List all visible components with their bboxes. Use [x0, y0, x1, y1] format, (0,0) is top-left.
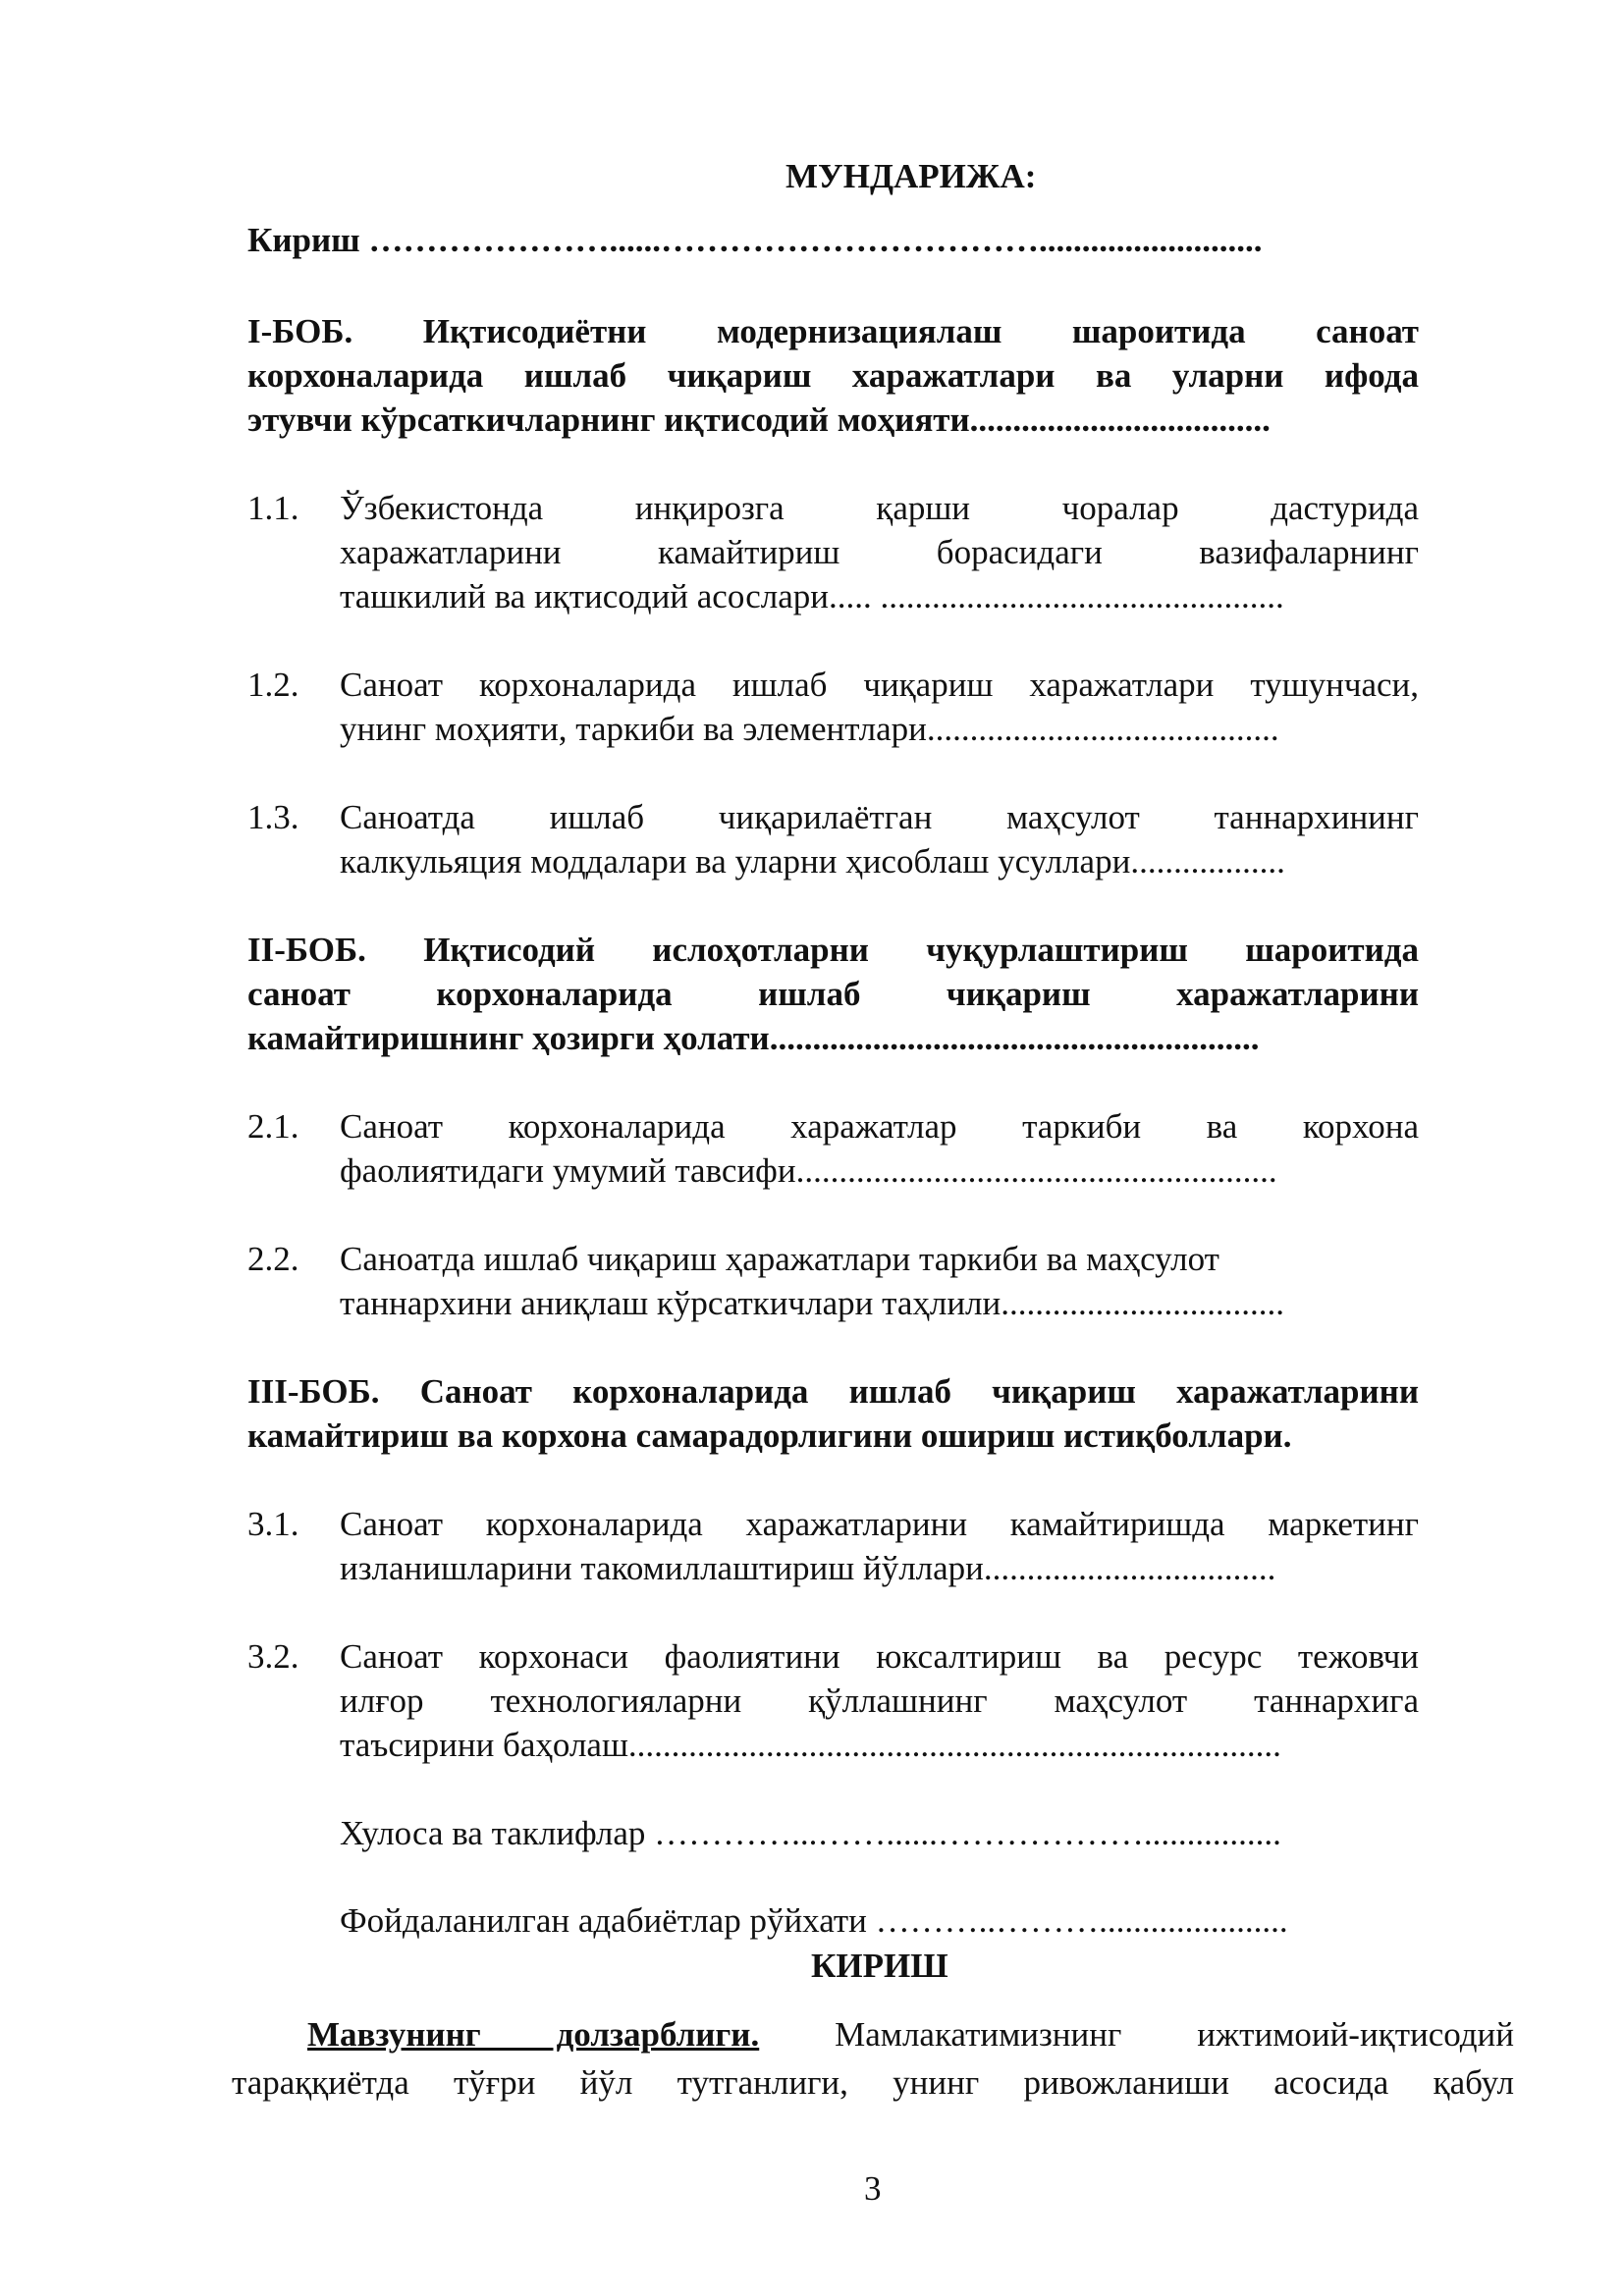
- toc-section-1-1: [247, 486, 1419, 618]
- chapter-line: саноат корхоналарида ишлаб чиқариш харажатларини: [247, 975, 1419, 1013]
- intro-heading: КИРИШ: [811, 1947, 948, 1985]
- toc-chapter-3: [247, 1369, 1419, 1458]
- section-line: калкульяция моддалари ва уларни ҳисоблаш усуллари..................: [340, 842, 1285, 881]
- section-line: Саноат корхоналарида ишлаб чиқариш харажатлари тушунчаси,: [340, 666, 1419, 704]
- section-line: Саноатда ишлаб чиқариш ҳаражатлари таркиби ва маҳсулот: [340, 1240, 1219, 1278]
- toc-entry-references: Фойдаланилган адабиётлар рўйхати ………..………......................: [340, 1901, 1288, 1940]
- section-line: таъсирини баҳолаш............................................................................: [340, 1726, 1281, 1764]
- section-line: Саноат корхоналарида харажатлар таркиби ва корхона: [340, 1107, 1419, 1146]
- section-number: 1.3.: [247, 798, 299, 836]
- chapter-line: этувчи кўрсаткичларнинг иқтисодий моҳияти...................................: [247, 400, 1271, 439]
- page-number: 3: [864, 2169, 882, 2208]
- section-line: таннархини аниқлаш кўрсаткичлари таҳлили.................................: [340, 1284, 1285, 1322]
- paragraph-text: Мамлакатимизнинг ижтимоий-иқтисодий: [835, 2015, 1515, 2054]
- paragraph-line: тараққиётда тўғри йўл тутганлиги, унинг ривожланиши асосида қабул: [232, 2063, 1514, 2102]
- toc-section-1-3: [247, 795, 1419, 883]
- toc-section-2-1: [247, 1104, 1419, 1193]
- section-number: 3.1.: [247, 1505, 299, 1543]
- section-line: Саноат корхонаси фаолиятини юксалтириш ва ресурс тежовчи: [340, 1637, 1419, 1676]
- section-line: фаолиятидаги умумий тавсифи........................................................: [340, 1151, 1277, 1190]
- chapter-line: II-БОБ. Иқтисодий ислоҳотларни чуқурлаштириш шароитида: [247, 931, 1419, 969]
- intro-paragraph: [232, 2012, 1514, 2105]
- toc-section-3-1: [247, 1502, 1419, 1590]
- section-number: 1.2.: [247, 666, 299, 704]
- toc-entry-intro: Кириш …………………......……………………………..........................: [247, 221, 1263, 259]
- chapter-line: камайтириш ва корхона самарадорлигини ошириш истиқболлари.: [247, 1416, 1292, 1455]
- toc-section-3-2: [247, 1634, 1419, 1767]
- paragraph-line: [232, 2012, 1514, 2056]
- section-line: ташкилий ва иқтисодий асослари..... ...............................................: [340, 577, 1284, 615]
- section-line: Саноатда ишлаб чиқарилаётган маҳсулот таннархининг: [340, 798, 1419, 836]
- toc-chapter-2: [247, 928, 1419, 1060]
- chapter-line: I-БОБ. Иқтисодиётни модернизациялаш шароитида саноат: [247, 312, 1419, 350]
- section-line: илғор технологияларни қўллашнинг маҳсулот таннархига: [340, 1682, 1419, 1720]
- section-number: 2.2.: [247, 1240, 299, 1278]
- section-line: унинг моҳияти, таркиби ва элементлари.........................................: [340, 710, 1279, 748]
- chapter-line: III-БОБ. Саноат корхоналарида ишлаб чиқариш харажатларини: [247, 1372, 1419, 1411]
- chapter-line: корхоналарида ишлаб чиқариш харажатлари ва уларни ифода: [247, 356, 1419, 395]
- section-line: изланишларини такомиллаштириш йўллари..................................: [340, 1549, 1276, 1587]
- toc-entry-conclusion: Хулоса ва таклифлар …………...……......………………................: [340, 1814, 1281, 1852]
- toc-section-2-2: [247, 1237, 1419, 1325]
- relevance-lead: Мавзунинг долзарблиги.: [307, 2015, 760, 2054]
- chapter-line: камайтиришнинг ҳозирги ҳолати.........................................................: [247, 1019, 1260, 1057]
- section-number: 2.1.: [247, 1107, 299, 1146]
- section-line: Ўзбекистонда инқирозга қарши чоралар дастурида: [340, 489, 1419, 527]
- toc-chapter-1: [247, 309, 1419, 442]
- toc-section-1-2: [247, 663, 1419, 751]
- section-number: 3.2.: [247, 1637, 299, 1676]
- section-line: харажатларини камайтириш борасидаги вазифаларнинг: [340, 533, 1419, 571]
- section-line: Саноат корхоналарида харажатларини камайтиришда маркетинг: [340, 1505, 1419, 1543]
- toc-title: МУНДАРИЖА:: [785, 157, 1037, 195]
- section-number: 1.1.: [247, 489, 299, 527]
